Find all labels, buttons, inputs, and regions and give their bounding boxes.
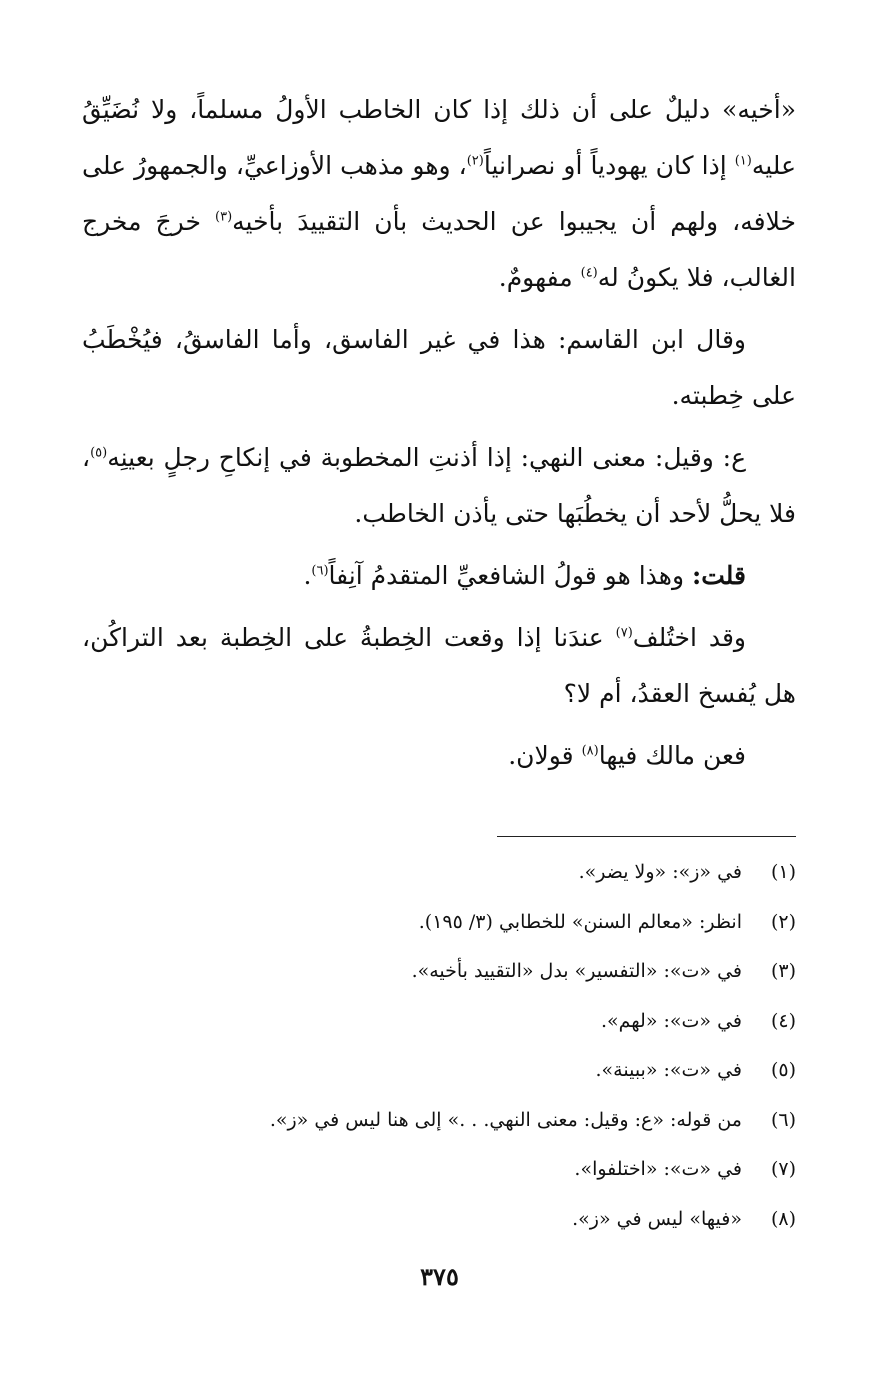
footnote-number: (١) — [770, 861, 796, 883]
footnote-text: في «ت»: «ببينة». — [595, 1059, 742, 1081]
footnote-number: (٣) — [770, 960, 796, 982]
footnote-item — [82, 1046, 796, 1096]
footnote-item — [82, 1096, 796, 1146]
qultu-heading: قلت: — [691, 561, 746, 590]
footnote-item — [82, 1195, 796, 1245]
footnote-number: (٤) — [770, 1009, 796, 1032]
paragraph-5-text: وقد اختُلف — [632, 623, 746, 652]
footnote-text: انظر: «معالم السنن» للخطابي (٣/ ١٩٥). — [418, 910, 742, 933]
page-number: ٣٧٥ — [420, 1262, 459, 1291]
footnote-ref-3: (٣) — [215, 209, 233, 225]
footnote-item — [82, 898, 796, 948]
footnote-item — [82, 947, 796, 997]
footnote-item — [82, 1145, 796, 1195]
paragraph-4-text: وهذا هو قولُ الشافعيِّ المتقدمُ آنِفاً — [328, 561, 692, 590]
footnote-ref-1: (١) — [734, 153, 752, 169]
paragraph-2 — [82, 312, 796, 424]
footnote-number: (٦) — [770, 1108, 796, 1131]
footnote-ref-4: (٤) — [580, 265, 598, 281]
footnote-ref-8: (٨) — [581, 743, 599, 759]
footnote-separator — [497, 836, 796, 837]
paragraph-3-text: ، فلا يحلُّ لأحد أن يخطُبَها حتى يأذن الخاطب. — [82, 443, 796, 528]
footnote-item — [82, 997, 796, 1047]
paragraph-1-text: إذا كان يهودياً أو نصرانياً — [483, 151, 735, 180]
paragraph-1-text: ، وهو مذهب الأوزاعيِّ، والجمهورُ على خلافه، ولهم أن يجيبوا عن الحديث بأن التقييدَ بأخيه — [82, 151, 796, 236]
footnote-number: (٧) — [770, 1158, 796, 1180]
footnotes-list — [82, 848, 796, 1244]
footnote-text: «فيها» ليس في «ز». — [572, 1207, 742, 1230]
paragraph-1 — [82, 82, 796, 306]
paragraph-1-text: «أخيه» دليلٌ على أن ذلك إذا كان الخاطب الأولُ مسلماً، ولا نُضَيِّقُ عليه — [82, 95, 796, 180]
footnote-ref-2: (٢) — [466, 153, 484, 169]
paragraph-2-text: وقال ابن القاسم: هذا في غير الفاسق، وأما الفاسقُ، فيُخْطَبُ على خِطبته. — [82, 325, 796, 410]
paragraph-6 — [82, 728, 796, 784]
paragraph-5-text: عندَنا إذا وقعت الخِطبةُ على الخِطبة بعد التراكُن، هل يُفسخ العقدُ، أم لا؟ — [82, 623, 796, 708]
paragraph-3 — [82, 430, 796, 542]
footnote-ref-7: (٧) — [615, 625, 633, 641]
footnote-ref-6: (٦) — [311, 563, 329, 579]
main-text — [82, 82, 796, 790]
footnote-number: (٥) — [770, 1059, 796, 1081]
footnote-ref-5: (٥) — [90, 445, 108, 461]
footnote-text: في «ت»: «اختلفوا». — [574, 1158, 742, 1180]
paragraph-1-text: مفهومٌ. — [498, 263, 581, 292]
paragraph-5 — [82, 610, 796, 722]
paragraph-6-text: فعن مالك فيها — [598, 741, 746, 770]
paragraph-4 — [82, 548, 796, 604]
footnote-text: في «ز»: «ولا يضر». — [578, 861, 742, 883]
paragraph-6-text: قولان. — [508, 741, 582, 770]
footnote-text: في «ت»: «التفسير» بدل «التقييد بأخيه». — [411, 960, 742, 982]
paragraph-4-text: . — [303, 561, 312, 590]
footnote-item — [82, 848, 796, 898]
footnote-text: في «ت»: «لهم». — [600, 1009, 742, 1032]
footnote-number: (٨) — [770, 1207, 796, 1230]
paragraph-3-text: ع: وقيل: معنى النهي: إذا أذنتِ المخطوبة في إنكاحِ رجلٍ بعينِه — [107, 443, 746, 472]
footnote-text: من قوله: «ع: وقيل: معنى النهي. . .» إلى هنا ليس في «ز». — [269, 1108, 742, 1131]
footnote-number: (٢) — [770, 910, 796, 933]
paragraph-1-text: خرجَ مخرج الغالب، فلا يكونُ له — [82, 207, 796, 292]
